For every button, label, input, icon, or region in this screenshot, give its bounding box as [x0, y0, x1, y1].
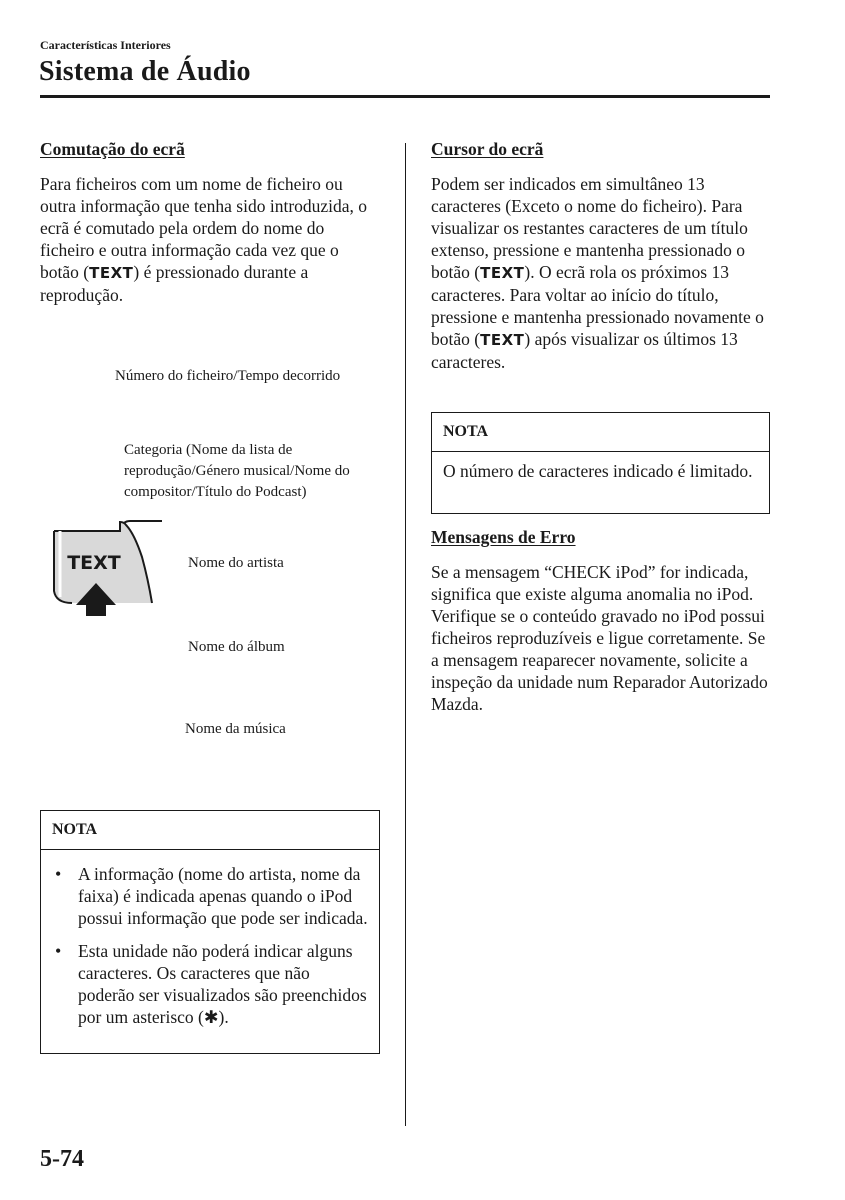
section-label: Características Interiores [40, 38, 171, 52]
diagram-label-album: Nome do álbum [188, 639, 285, 655]
column-divider [405, 143, 406, 1126]
note-title: NOTA [41, 811, 379, 850]
note-title: NOTA [432, 413, 769, 452]
screen-switching-text: Para ficheiros com um nome de ficheiro ou outra informação que tenha sido introduzida, o ecrã é comutado pela ordem do nome do ficheiro e outra informação cada vez que o botão (TEXT) é pressionado durante a reprodução. [40, 174, 368, 305]
error-messages-heading: Mensagens de Erro [431, 527, 576, 547]
note-box-right [431, 412, 770, 514]
screen-cursor-text: Podem ser indicados em simultâneo 13 caracteres (Exceto o nome do ficheiro). Para visualizar os restantes caracteres de um título extenso, pressione e mantenha pressionado o botão (TEXT). O ecrã rola os próximos 13 caracteres. Para voltar ao início do título, pressione e mantenha pressionado novamente o botão (TEXT) após visualizar os últimos 13 caracteres. [431, 174, 764, 372]
text-button-label: TEXT [480, 331, 525, 349]
screen-cursor-heading: Cursor do ecrã [431, 139, 544, 159]
note-text: O número de caracteres indicado é limitado. [443, 461, 753, 481]
error-messages-text: Se a mensagem “CHECK iPod” for indicada, significa que existe alguma anomalia no iPod. Verifique se o conteúdo gravado no iPod possui ficheiros reproduzíveis e ligue corretamente. Se a mensagem reaparecer novamente, solicite a inspeção da unidade num Reparador Autorizado Mazda. [431, 562, 768, 714]
header-rule [40, 95, 770, 98]
asterisk-symbol: ✱ [203, 1008, 219, 1028]
note-bullet-2: • Esta unidade não poderá indicar alguns caracteres. Os caracteres que não poderão ser visualizados são preenchidos por um asterisco (✱). [55, 940, 368, 1029]
note-bullet-list [55, 863, 368, 1029]
note-bullet-1: • A informação (nome do artista, nome da faixa) é indicada apenas quando o iPod possui informação que pode ser indicada. [55, 863, 368, 929]
page-title: Sistema de Áudio [39, 56, 251, 87]
note-box-left [40, 810, 380, 1054]
diagram-label-song: Nome da música [185, 721, 286, 737]
text-button-label: TEXT [89, 264, 134, 282]
screen-switching-heading: Comutação do ecrã [40, 139, 185, 159]
page-number: 5-74 [40, 1146, 84, 1172]
text-button-illustration [52, 519, 162, 619]
text-button-shape [52, 519, 162, 619]
diagram-label-category: Categoria (Nome da lista de reprodução/Género musical/Nome do compositor/Título do Podcast) [124, 442, 350, 500]
diagram-button-text: TEXT [67, 552, 121, 574]
diagram-label-artist: Nome do artista [188, 555, 284, 571]
text-button-label: TEXT [480, 264, 525, 282]
diagram-label-file-number: Número do ficheiro/Tempo decorrido [115, 368, 341, 384]
